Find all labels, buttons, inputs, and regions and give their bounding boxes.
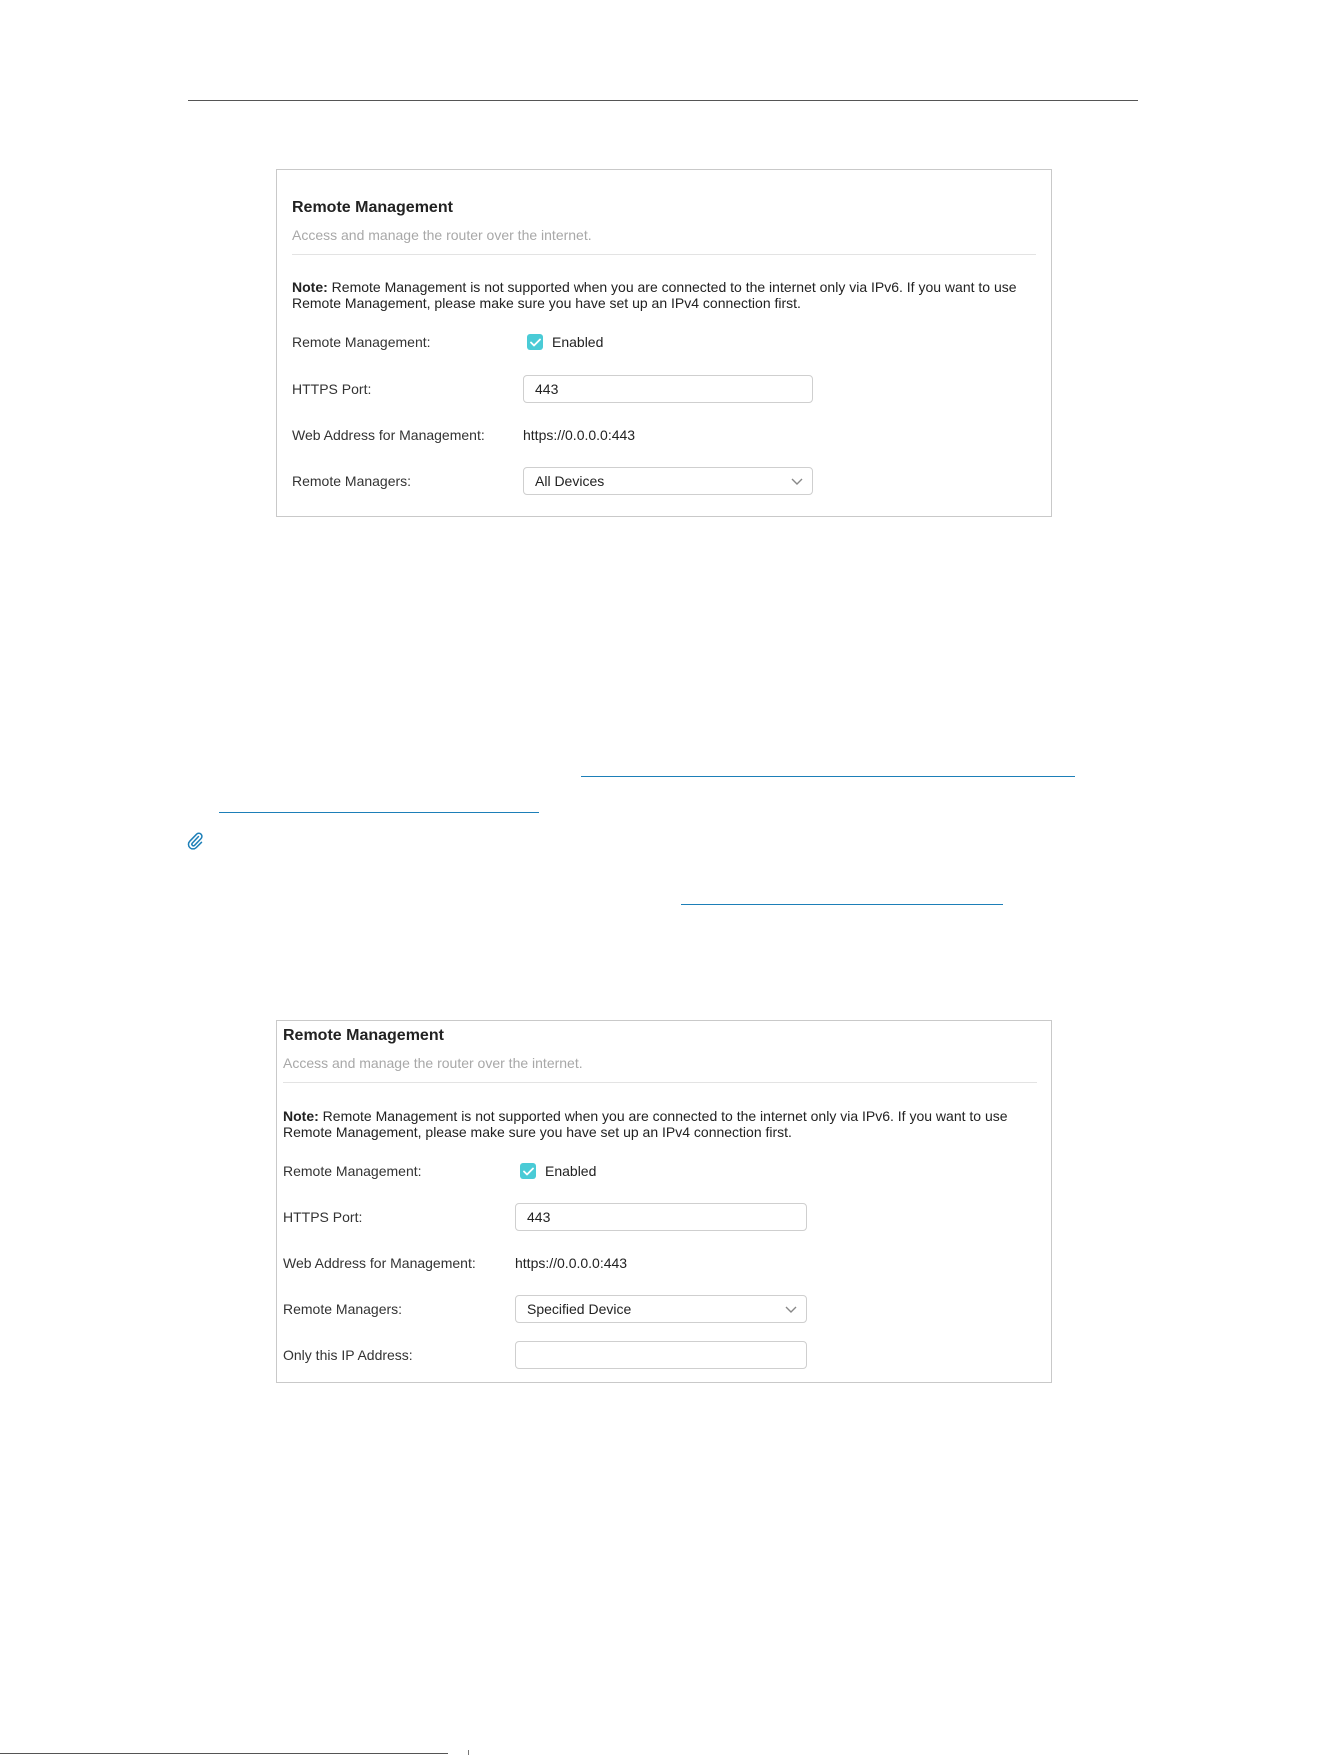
remote-managers-value: All Devices — [535, 473, 605, 489]
link-underline-3[interactable] — [681, 904, 1003, 905]
link-underline-1[interactable] — [581, 776, 1075, 777]
enabled-label: Enabled — [552, 334, 604, 350]
remote-managers-label: Remote Managers: — [283, 1301, 403, 1317]
remote-management-label: Remote Management: — [292, 334, 431, 350]
https-port-value: 443 — [527, 1209, 551, 1225]
footer-rule — [0, 1753, 448, 1754]
enabled-label: Enabled — [545, 1163, 597, 1179]
panel-divider — [292, 254, 1036, 255]
panel-title: Remote Management — [283, 1027, 444, 1044]
remote-management-panel-specified-device — [276, 1020, 1052, 1383]
paperclip-icon — [187, 832, 203, 850]
enabled-checkbox[interactable] — [527, 334, 543, 350]
enabled-checkbox-row[interactable] — [527, 334, 603, 350]
note-text — [292, 279, 1032, 311]
panel-title: Remote Management — [292, 199, 453, 216]
https-port-input[interactable] — [523, 375, 813, 403]
web-address-value: https://0.0.0.0:443 — [515, 1255, 628, 1271]
remote-managers-select[interactable] — [523, 467, 813, 495]
panel-subtitle: Access and manage the router over the internet. — [283, 1055, 583, 1071]
enabled-checkbox[interactable] — [520, 1163, 536, 1179]
https-port-value: 443 — [535, 381, 559, 397]
note-body: Remote Management is not supported when you are connected to the internet only via IPv6. If you want to use Remote Management, please make sure you have set up an IPv4 connection first. — [283, 1108, 1008, 1140]
enabled-checkbox-row[interactable] — [520, 1163, 596, 1179]
panel-divider — [283, 1082, 1037, 1083]
remote-managers-label: Remote Managers: — [292, 473, 412, 489]
web-address-value: https://0.0.0.0:443 — [523, 427, 636, 443]
remote-management-label: Remote Management: — [283, 1163, 422, 1179]
check-icon — [530, 338, 541, 347]
note-body: Remote Management is not supported when you are connected to the internet only via IPv6. If you want to use Remote Management, please make sure you have set up an IPv4 connection first. — [292, 279, 1017, 311]
panel-subtitle: Access and manage the router over the internet. — [292, 227, 592, 243]
web-address-label: Web Address for Management: — [292, 427, 485, 443]
footer-tick — [468, 1750, 469, 1755]
web-address-label: Web Address for Management: — [283, 1255, 476, 1271]
note-label: Note: — [292, 279, 328, 295]
https-port-label: HTTPS Port: — [292, 381, 372, 397]
chevron-down-icon — [782, 468, 812, 494]
note-text — [283, 1108, 1023, 1140]
header-rule — [188, 100, 1138, 101]
link-underline-2[interactable] — [219, 812, 539, 813]
only-ip-label: Only this IP Address: — [283, 1347, 413, 1363]
check-icon — [523, 1167, 534, 1176]
remote-management-panel-all-devices — [276, 169, 1052, 517]
chevron-down-icon — [776, 1296, 806, 1322]
note-label: Note: — [283, 1108, 319, 1124]
only-ip-input[interactable] — [515, 1341, 807, 1369]
https-port-input[interactable] — [515, 1203, 807, 1231]
remote-managers-select[interactable] — [515, 1295, 807, 1323]
https-port-label: HTTPS Port: — [283, 1209, 363, 1225]
remote-managers-value: Specified Device — [527, 1301, 632, 1317]
